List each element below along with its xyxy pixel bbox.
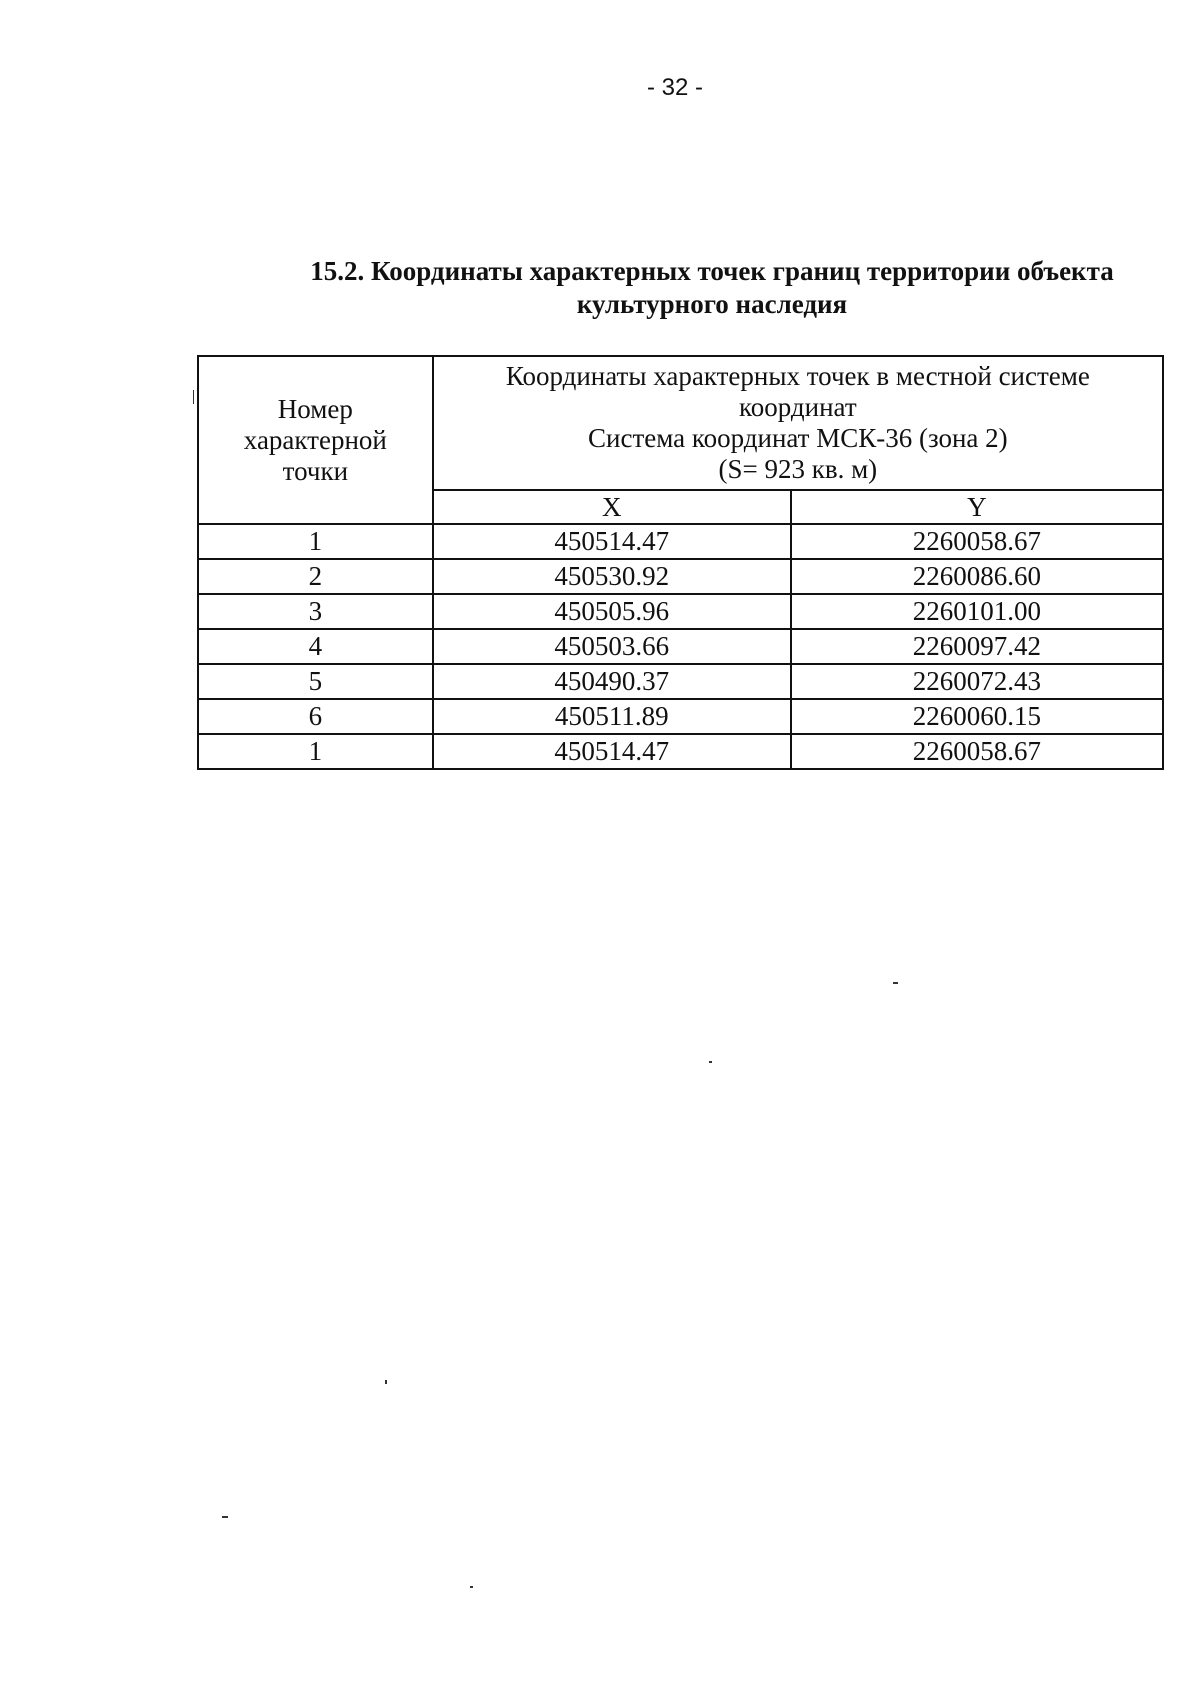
- scan-speck: [470, 1586, 473, 1588]
- point-header-line-1: Номер: [277, 393, 353, 424]
- coords-header-line-4: (S= 923 кв. м): [718, 454, 878, 484]
- section-heading-line-1: 15.2. Координаты характерных точек границ территории объекта: [310, 256, 1114, 286]
- y-coordinate-cell: 2260058.67: [791, 734, 1163, 769]
- scan-speck: [709, 1061, 712, 1063]
- point-number-cell: 1: [198, 524, 433, 559]
- section-heading: [262, 255, 1162, 321]
- coords-header-line-2: координат: [739, 392, 857, 422]
- table-row: [198, 629, 1163, 664]
- table-row: [198, 664, 1163, 699]
- y-coordinate-cell: 2260072.43: [791, 664, 1163, 699]
- y-column-header: Y: [791, 490, 1163, 524]
- table-row: [198, 734, 1163, 769]
- scan-speck: [222, 1516, 228, 1518]
- point-number-cell: 6: [198, 699, 433, 734]
- y-coordinate-cell: 2260058.67: [791, 524, 1163, 559]
- x-coordinate-cell: 450514.47: [433, 734, 791, 769]
- scan-speck: [893, 982, 898, 984]
- x-coordinate-cell: 450530.92: [433, 559, 791, 594]
- x-coordinate-cell: 450511.89: [433, 699, 791, 734]
- point-number-cell: 5: [198, 664, 433, 699]
- y-coordinate-cell: 2260097.42: [791, 629, 1163, 664]
- table-header-row: [198, 356, 1163, 490]
- x-column-header: X: [433, 490, 791, 524]
- y-coordinate-cell: 2260101.00: [791, 594, 1163, 629]
- coordinates-header: [433, 356, 1163, 490]
- coords-header-line-1: Координаты характерных точек в местной системе: [505, 361, 1090, 391]
- y-coordinate-cell: 2260086.60: [791, 559, 1163, 594]
- scan-speck: [385, 1380, 387, 1384]
- x-coordinate-cell: 450505.96: [433, 594, 791, 629]
- point-number-cell: 4: [198, 629, 433, 664]
- point-number-cell: 3: [198, 594, 433, 629]
- x-coordinate-cell: 450490.37: [433, 664, 791, 699]
- y-coordinate-cell: 2260060.15: [791, 699, 1163, 734]
- coords-header-line-3: Система координат МСК-36 (зона 2): [588, 423, 1008, 453]
- page-number: - 32 -: [646, 74, 703, 101]
- table-row: [198, 524, 1163, 559]
- point-number-cell: 1: [198, 734, 433, 769]
- x-coordinate-cell: 450514.47: [433, 524, 791, 559]
- table-row: [198, 559, 1163, 594]
- scan-speck: [193, 390, 194, 404]
- section-heading-line-2: культурного наследия: [576, 289, 848, 319]
- table-row: [198, 594, 1163, 629]
- x-coordinate-cell: 450503.66: [433, 629, 791, 664]
- coordinates-table: [197, 355, 1164, 770]
- point-header-line-3: точки: [282, 455, 349, 486]
- table-row: [198, 699, 1163, 734]
- point-number-cell: 2: [198, 559, 433, 594]
- point-header-line-2: характерной: [243, 424, 387, 455]
- point-number-header: [198, 356, 433, 524]
